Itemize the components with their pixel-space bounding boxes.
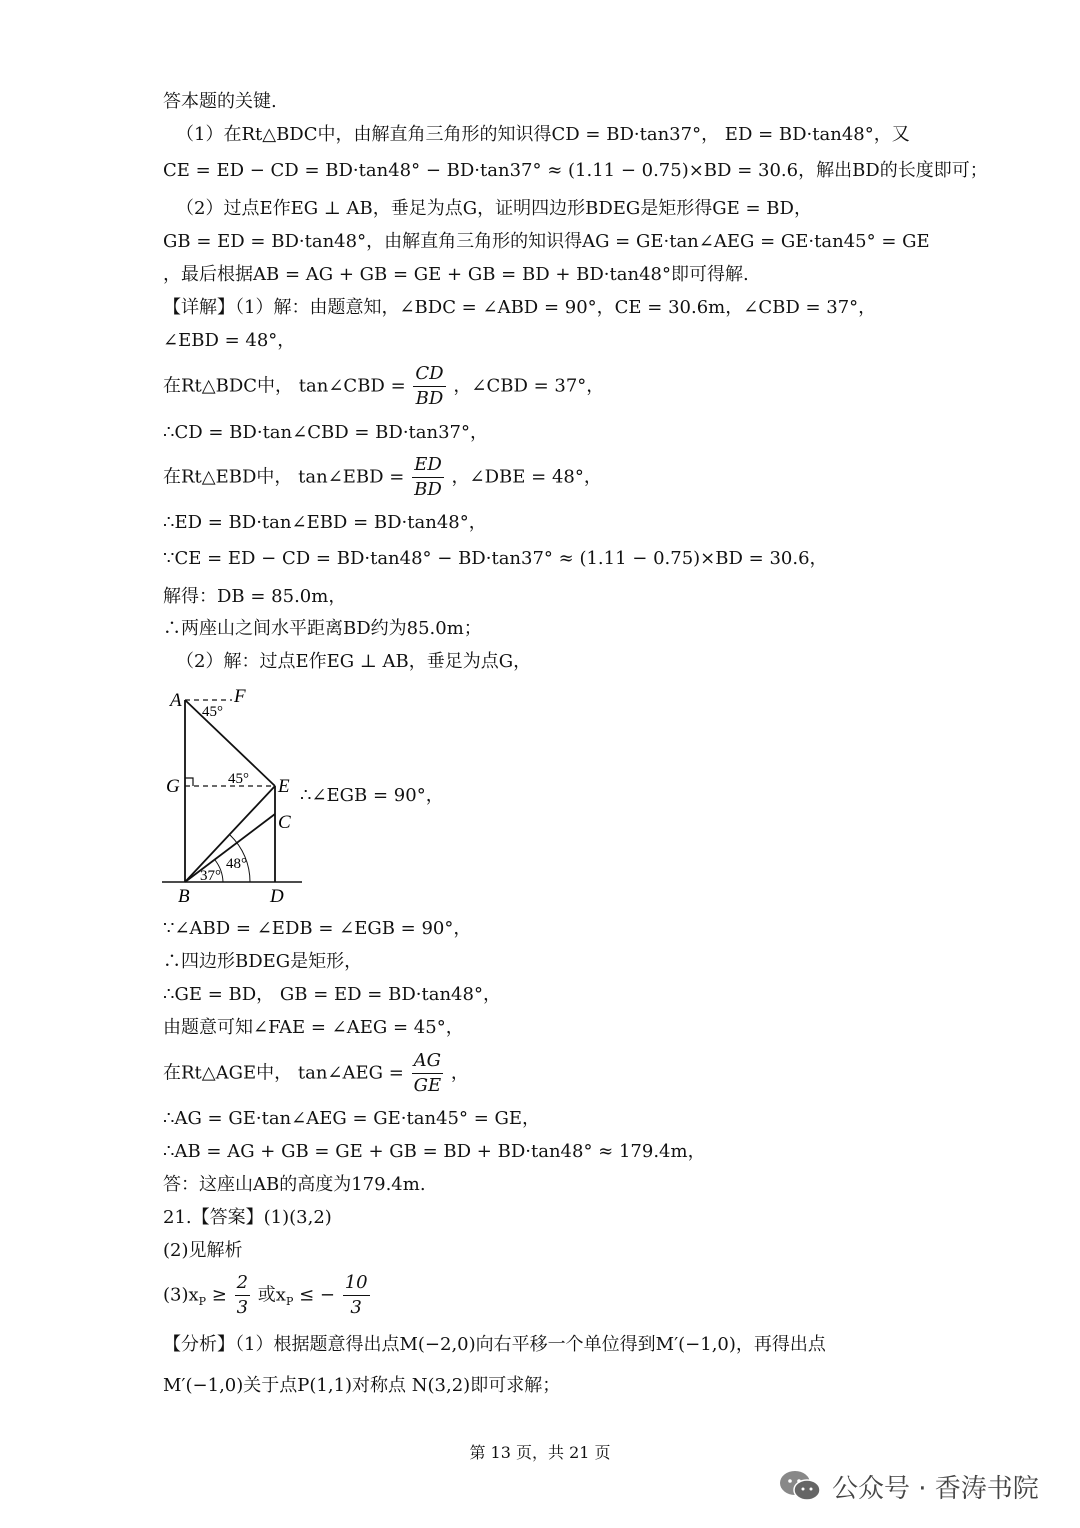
text-line: ∵CE = ED − CD = BD·tan48° − BD·tan37° ≈ (1.11 − 0.75)×BD = 30.6， xyxy=(163,548,828,569)
fraction-numerator: 2 xyxy=(235,1271,250,1296)
text-segment: 在Rt△AGE中， tan∠AEG = xyxy=(163,1062,404,1084)
text-line: ∴ED = BD·tan∠EBD = BD·tan48°， xyxy=(163,512,487,533)
text-segment: ，∠CBD = 37°， xyxy=(453,375,605,397)
fraction xyxy=(343,1271,370,1320)
text-line: （2）解：过点E作EG ⊥ AB，垂足为点G， xyxy=(176,651,532,672)
text-line: 答：这座山AB的高度为179.4m. xyxy=(163,1174,426,1195)
fraction-denominator: 3 xyxy=(350,1297,362,1318)
subscript: P xyxy=(285,1295,294,1309)
fraction-denominator: BD xyxy=(415,388,444,409)
text-line: ∴GE = BD， GB = ED = BD·tan48°， xyxy=(163,984,501,1005)
text-line-fraction xyxy=(163,453,602,502)
subscript: P xyxy=(198,1295,207,1309)
text-line: ∴AB = AG + GB = GE + GB = BD + BD·tan48° ≈ 179.4m， xyxy=(163,1141,706,1162)
fraction xyxy=(412,1049,444,1098)
text-segment: ≤ − xyxy=(293,1284,335,1306)
text-line: （1）在Rt△BDC中，由解直角三角形的知识得CD = BD·tan37°， ED = BD·tan48°，又 xyxy=(176,124,910,145)
text-segment: 在Rt△BDC中， tan∠CBD = xyxy=(163,375,406,397)
watermark xyxy=(778,1466,1039,1506)
right-angle-mark xyxy=(185,778,193,786)
label-f: F xyxy=(234,686,246,707)
fraction xyxy=(413,362,445,411)
fraction-numerator: AG xyxy=(412,1049,444,1074)
text-line: 解得：DB = 85.0m， xyxy=(163,586,347,607)
fraction-numerator: 10 xyxy=(343,1271,370,1296)
label-g: G xyxy=(166,776,180,797)
text-line: GB = ED = BD·tan48°，由解直角三角形的知识得AG = GE·tan∠AEG = GE·tan45° = GE xyxy=(163,231,930,252)
wechat-icon xyxy=(778,1469,822,1503)
label-angle-48: 48° xyxy=(226,856,247,872)
fraction-numerator: ED xyxy=(412,453,444,478)
page-footer: 第 13 页，共 21 页 xyxy=(469,1443,611,1462)
text-line: ∴两座山之间水平距离BD约为85.0m； xyxy=(163,618,482,639)
text-line: 【详解】（1）解：由题意知，∠BDC = ∠ABD = 90°，CE = 30.6m，∠CBD = 37°， xyxy=(163,297,877,318)
text-line: ∴∠EGB = 90°， xyxy=(300,785,444,806)
label-c: C xyxy=(278,812,291,833)
text-line: ∴CD = BD·tan∠CBD = BD·tan37°， xyxy=(163,422,489,443)
text-line-fraction xyxy=(163,362,604,411)
text-line: CE = ED − CD = BD·tan48° − BD·tan37° ≈ (1.11 − 0.75)×BD = 30.6，解出BD的长度即可； xyxy=(163,160,988,181)
fraction xyxy=(412,453,444,502)
text-line: 【分析】（1）根据题意得出点M(−2,0)向右平移一个单位得到M′(−1,0)，再得出点 xyxy=(163,1334,826,1355)
label-angle-mid: 45° xyxy=(228,771,249,787)
text-line: 由题意可知∠FAE = ∠AEG = 45°， xyxy=(163,1017,464,1038)
text-line: ∴四边形BDEG是矩形， xyxy=(163,951,363,972)
text-segment: ， xyxy=(450,1062,469,1084)
text-line-fraction xyxy=(163,1049,469,1098)
fraction-denominator: GE xyxy=(413,1075,442,1096)
text-line: 答本题的关键. xyxy=(163,91,277,112)
text-segment: ≥ xyxy=(206,1284,227,1306)
fraction xyxy=(235,1271,250,1320)
label-d: D xyxy=(270,886,284,907)
text-segment: 或x xyxy=(257,1284,286,1306)
text-line-fraction xyxy=(163,1271,372,1320)
text-segment: ，∠DBE = 48°， xyxy=(451,466,602,488)
text-line: (2)见解析 xyxy=(163,1240,243,1261)
text-line: M′(−1,0)关于点P(1,1)对称点 N(3,2)即可求解； xyxy=(163,1375,561,1396)
label-e: E xyxy=(278,776,290,797)
text-line: 21.【答案】(1)(3,2) xyxy=(163,1207,332,1228)
text-line: ∠EBD = 48°， xyxy=(163,330,296,351)
text-segment: (3)x xyxy=(163,1284,199,1306)
fraction-numerator: CD xyxy=(413,362,445,387)
watermark-text: 公众号 · 香涛书院 xyxy=(832,1473,1039,1504)
text-segment: 在Rt△EBD中， tan∠EBD = xyxy=(163,466,405,488)
fraction-denominator: BD xyxy=(414,479,442,500)
label-a: A xyxy=(170,690,182,711)
fraction-denominator: 3 xyxy=(236,1297,249,1318)
text-line: ∵∠ABD = ∠EDB = ∠EGB = 90°， xyxy=(163,918,472,939)
text-line: ∴AG = GE·tan∠AEG = GE·tan45° = GE， xyxy=(163,1108,541,1129)
text-line: ，最后根据AB = AG + GB = GE + GB = BD + BD·tan48°即可得解. xyxy=(163,264,749,285)
label-angle-37: 37° xyxy=(200,868,221,884)
label-angle-top: 45° xyxy=(202,704,223,720)
text-line: （2）过点E作EG ⊥ AB，垂足为点G，证明四边形BDEG是矩形得GE = BD， xyxy=(176,198,812,219)
label-b: B xyxy=(178,886,190,907)
